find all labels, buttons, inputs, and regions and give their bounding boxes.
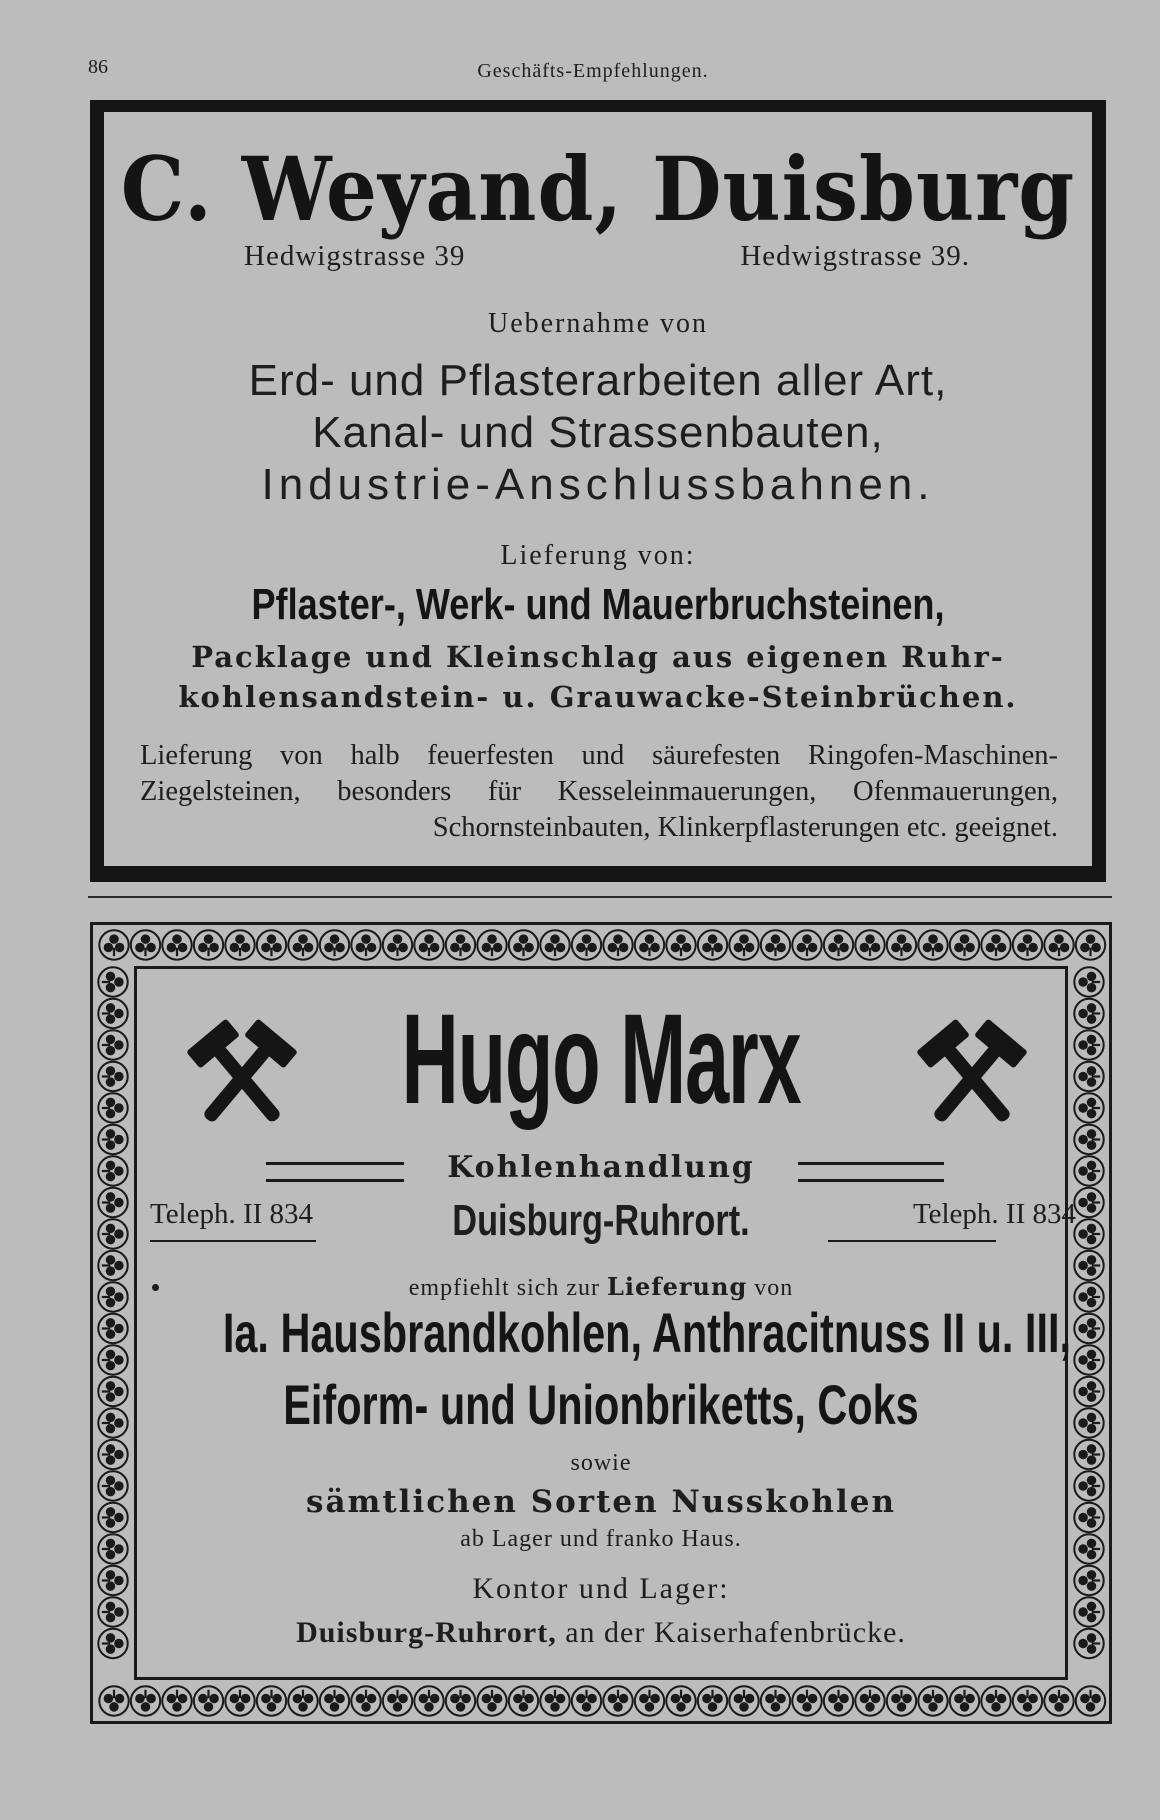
- trefoil-ornament-bottom: [94, 1682, 1108, 1720]
- trefoil-ornament-icon: [981, 1686, 1010, 1715]
- coal-line: Eiform- und Unionbriketts, Coks: [283, 1373, 919, 1436]
- trefoil-ornament-icon: [1074, 1188, 1103, 1217]
- weyand-supply-main: Pflaster-, Werk- und Mauerbruchsteinen,: [251, 580, 945, 629]
- trefoil-ornament-icon: [1074, 1093, 1103, 1122]
- trefoil-ornament-icon: [1044, 930, 1073, 959]
- marx-city: Duisburg-Ruhrort.: [452, 1196, 750, 1245]
- trefoil-ornament-icon: [887, 930, 916, 959]
- marx-firm-name: Hugo Marx: [401, 988, 801, 1131]
- trefoil-ornament-icon: [572, 930, 601, 959]
- trefoil-ornament-icon: [1013, 930, 1042, 959]
- trefoil-ornament-icon: [98, 1188, 127, 1217]
- trefoil-ornament-top: [94, 926, 1108, 964]
- trefoil-ornament-icon: [383, 930, 412, 959]
- trefoil-ornament-icon: [1074, 1408, 1103, 1437]
- trefoil-ornament-icon: [414, 930, 443, 959]
- trefoil-ornament-icon: [635, 930, 664, 959]
- trefoil-ornament-icon: [194, 1686, 223, 1715]
- trefoil-ornament-icon: [320, 930, 349, 959]
- trefoil-ornament-icon: [1074, 1219, 1103, 1248]
- recommend-post: von: [754, 1275, 794, 1301]
- trefoil-ornament-icon: [1074, 1314, 1103, 1343]
- trefoil-ornament-icon: [540, 930, 569, 959]
- weyand-supply-sub: kohlensandstein- u. Grauwacke-Steinbrüchen.: [178, 680, 1018, 714]
- trefoil-ornament-icon: [98, 1408, 127, 1437]
- trefoil-ornament-icon: [225, 1686, 254, 1715]
- trefoil-ornament-icon: [446, 1686, 475, 1715]
- trefoil-ornament-icon: [698, 1686, 727, 1715]
- running-title: Geschäfts-Empfehlungen.: [477, 60, 709, 82]
- coal-line: Ia. Hausbrandkohlen, Anthracitnuss II u. III,: [222, 1301, 1071, 1364]
- trefoil-ornament-icon: [635, 1686, 664, 1715]
- trefoil-ornament-icon: [729, 1686, 758, 1715]
- page-header: [88, 56, 1098, 86]
- trefoil-ornament-icon: [162, 1686, 191, 1715]
- office-label: Kontor und Lager:: [472, 1572, 730, 1605]
- trefoil-ornament-icon: [981, 930, 1010, 959]
- trefoil-ornament-icon: [257, 930, 286, 959]
- trefoil-ornament-icon: [1074, 1345, 1103, 1374]
- trefoil-ornament-icon: [509, 1686, 538, 1715]
- recommend-pre: empfiehlt sich zur: [408, 1275, 601, 1301]
- trefoil-ornament-icon: [194, 930, 223, 959]
- trefoil-ornament-icon: [351, 930, 380, 959]
- trefoil-ornament-icon: [99, 930, 128, 959]
- trefoil-ornament-icon: [1074, 1377, 1103, 1406]
- weyand-address-right: Hedwigstrasse 39.: [740, 240, 970, 272]
- weyand-work-line: Erd- und Pflasterarbeiten aller Art,: [248, 356, 948, 405]
- nut-coal: sämtlichen Sorten Nusskohlen: [306, 1484, 896, 1520]
- trefoil-ornament-icon: [1044, 1686, 1073, 1715]
- trefoil-ornament-icon: [855, 1686, 884, 1715]
- trefoil-ornament-icon: [950, 1686, 979, 1715]
- marx-trade: Kohlenhandlung: [447, 1150, 755, 1185]
- trefoil-ornament-icon: [98, 999, 127, 1028]
- weyand-firm-name: C. Weyand, Duisburg: [120, 137, 1076, 241]
- trefoil-ornament-icon: [1074, 1030, 1103, 1059]
- weyand-paragraph: Lieferung von halb feuerfesten und säurefesten Ringofen-Maschinen-Ziegelsteinen, besonders für Kesseleinmauerungen, Ofenmauerungen, Schornsteinbauten, Klinkerpflasterungen etc. geeignet.: [140, 740, 1058, 843]
- trefoil-ornament-icon: [98, 1030, 127, 1059]
- page-number: 86: [88, 56, 108, 78]
- weyand-address-left: Hedwigstrasse 39: [244, 240, 466, 272]
- trefoil-ornament-icon: [792, 1686, 821, 1715]
- trefoil-ornament-icon: [288, 930, 317, 959]
- trefoil-ornament-icon: [761, 1686, 790, 1715]
- trefoil-ornament-icon: [1074, 967, 1103, 996]
- trefoil-ornament-icon: [572, 1686, 601, 1715]
- weyand-work-line: Kanal- und Strassenbauten,: [312, 408, 884, 457]
- office-address: [90, 1616, 1112, 1650]
- weyand-supply-sub: Packlage und Kleinschlag aus eigenen Ruhr-: [191, 640, 1005, 674]
- weyand-work-line: Industrie-Anschlussbahnen.: [261, 460, 935, 509]
- trefoil-ornament-icon: [98, 1345, 127, 1374]
- trefoil-ornament-icon: [761, 930, 790, 959]
- trefoil-ornament-icon: [288, 1686, 317, 1715]
- trefoil-ornament-icon: [1074, 1062, 1103, 1091]
- trefoil-ornament-icon: [666, 930, 695, 959]
- weyand-advertisement: [90, 100, 1106, 882]
- trefoil-ornament-icon: [855, 930, 884, 959]
- trefoil-ornament-icon: [666, 1686, 695, 1715]
- trefoil-ornament-icon: [603, 1686, 632, 1715]
- trefoil-ornament-icon: [603, 930, 632, 959]
- trefoil-ornament-icon: [887, 1686, 916, 1715]
- trefoil-ornament-icon: [824, 930, 853, 959]
- office-location: an der Kaiserhafenbrücke.: [565, 1616, 906, 1649]
- telephone-left: Teleph. II 834: [150, 1198, 314, 1230]
- marx-advertisement: [90, 922, 1112, 1724]
- trefoil-ornament-icon: [99, 1686, 128, 1715]
- weyand-supply-intro: Lieferung von:: [500, 540, 696, 571]
- delivery-terms: ab Lager und franko Haus.: [460, 1526, 742, 1552]
- trefoil-ornament-icon: [162, 930, 191, 959]
- trefoil-ornament-icon: [98, 1219, 127, 1248]
- office-city: Duisburg-Ruhrort,: [296, 1616, 557, 1649]
- trefoil-ornament-icon: [792, 930, 821, 959]
- trefoil-ornament-icon: [351, 1686, 380, 1715]
- trefoil-ornament-icon: [383, 1686, 412, 1715]
- telephone-right: Teleph. II 834: [912, 1198, 1076, 1230]
- trefoil-ornament-icon: [950, 930, 979, 959]
- crossed-hammers-icon: [908, 1014, 1036, 1142]
- trefoil-ornament-icon: [98, 967, 127, 996]
- trefoil-ornament-icon: [446, 930, 475, 959]
- trefoil-ornament-icon: [98, 1314, 127, 1343]
- trefoil-ornament-icon: [131, 1686, 160, 1715]
- trefoil-ornament-icon: [98, 1062, 127, 1091]
- trefoil-ornament-icon: [98, 1093, 127, 1122]
- trefoil-ornament-icon: [729, 930, 758, 959]
- trefoil-ornament-icon: [414, 1686, 443, 1715]
- trefoil-ornament-icon: [1076, 930, 1105, 959]
- separator-rule: [88, 896, 1112, 898]
- trefoil-ornament-icon: [698, 930, 727, 959]
- trefoil-ornament-icon: [540, 1686, 569, 1715]
- trefoil-ornament-icon: [477, 1686, 506, 1715]
- trefoil-ornament-icon: [509, 930, 538, 959]
- trefoil-ornament-icon: [98, 1377, 127, 1406]
- recommend-bold: Lieferung: [607, 1272, 748, 1301]
- trefoil-ornament-icon: [824, 1686, 853, 1715]
- as-well: sowie: [570, 1450, 632, 1476]
- trefoil-ornament-icon: [477, 930, 506, 959]
- trefoil-ornament-icon: [1013, 1686, 1042, 1715]
- trefoil-ornament-icon: [131, 930, 160, 959]
- trefoil-ornament-icon: [918, 930, 947, 959]
- trefoil-ornament-icon: [918, 1686, 947, 1715]
- marx-recommend: [90, 1272, 1112, 1302]
- trefoil-ornament-icon: [1076, 1686, 1105, 1715]
- trefoil-ornament-icon: [257, 1686, 286, 1715]
- trefoil-ornament-icon: [225, 930, 254, 959]
- trefoil-ornament-icon: [1074, 999, 1103, 1028]
- weyand-intro: Uebernahme von: [487, 308, 709, 339]
- trefoil-ornament-icon: [320, 1686, 349, 1715]
